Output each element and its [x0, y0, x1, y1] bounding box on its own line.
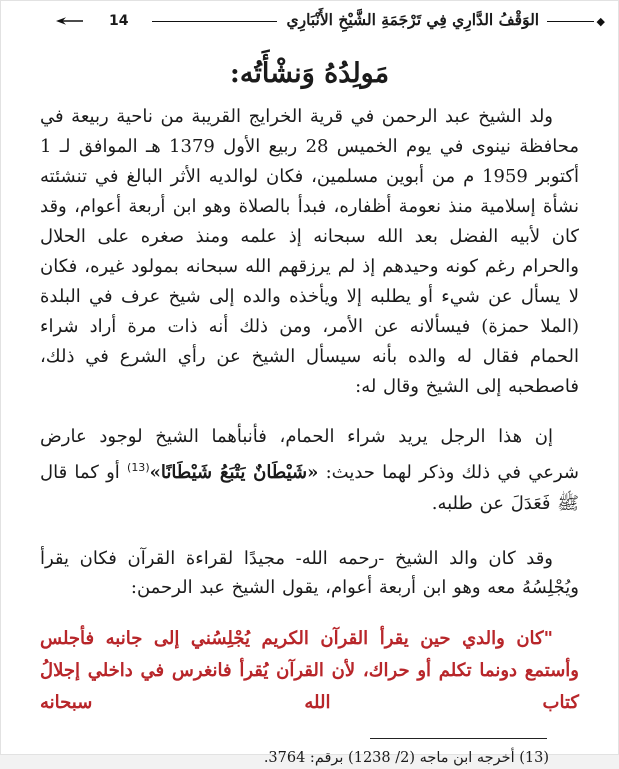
header-rule-right — [547, 21, 593, 22]
footnote-separator — [370, 738, 547, 739]
book-title: الوَقْفُ الدَّارِي فِي تَرْجَمَةِ الشَّيْخِ الأَنْبَارِي — [286, 10, 540, 29]
paragraph-birth: ولد الشيخ عبد الرحمن في قرية الخرايج القريبة من ناحية ربيعة في محافظة نينوى في يوم الخميس 28 ربيع الأول 1379 هـ الموافق لـ 1 أكتوبر 1959 م من أبوين مسلمين، فكان لوالديه الأثر البالغ في تنشئته نشأة إسلامية منذ نعومة أظفاره، فبدأ بالصلاة وهو ابن أربعة أعوام، وقد كان لأبيه الفضل بعد الله سبحانه إذ علمه ومنذ صغره على الحلال والحرام رغم كونه وحيدهم إذ لم يرزقهم الله سبحانه بمولود غيره، فكان لا يسأل عن شيء أو يطلبه إلا ويأخذه والده إلى شيخ عرف في البلدة (الملا حمزة) فيسألانه عن الأمر، ومن ذلك أنه ذات مرة أراد شراء الحمام فقال له والده بأنه سيسأل الشيخ عن رأي الشرع في ذلك، فاصطحبه إلى الشيخ وقال له: — [40, 105, 580, 397]
page-number: 14 — [109, 13, 129, 30]
footnote-area — [1, 738, 618, 769]
hadith-quote: «شَيْطَانٌ يَتْبَعُ شَيْطَانًا» — [149, 461, 319, 483]
diamond-icon: ◆ — [596, 14, 605, 28]
footnote-reference: (13) — [127, 460, 150, 474]
footnote-text: (13) أخرجه ابن ماجه (2/ 1238) برقم: 3764. — [263, 749, 549, 766]
section-heading: مَولِدُهُ وَنشْأَتُه: — [229, 57, 390, 89]
paragraph-hadith — [40, 421, 579, 519]
header-rule-left — [152, 21, 277, 22]
red-quote-paragraph: "كان والدي حين يقرأ القرآن الكريم يُجْلِسُني إلى جانبه فأجلس وأستمع دونما تكلم أو حراك، لأن القرآن يُقرأ فانغرس في داخلي إجلالُ كتاب الله سبحانه — [40, 627, 579, 713]
hadith-lead-text: إن هذا الرجل يريد شراء الحمام، فأنبأهما الشيخ لوجود عارض شرعي في ذلك وذكر لهما حديث: — [40, 425, 579, 483]
page-body — [1, 102, 618, 738]
page-header — [56, 12, 605, 31]
left-arrow-icon — [56, 16, 83, 26]
hadith-tail-text: أو كما قال ﷺ فَعَدَلَ عن طلبه. — [40, 461, 579, 514]
paragraph-quran-reading: وقد كان والد الشيخ -رحمه الله- مجيدًا لقراءة القرآن فكان يقرأ ويُجْلِسُهُ معه وهو ابن أربعة أعوام، يقول الشيخ عبد الرحمن: — [40, 547, 579, 598]
